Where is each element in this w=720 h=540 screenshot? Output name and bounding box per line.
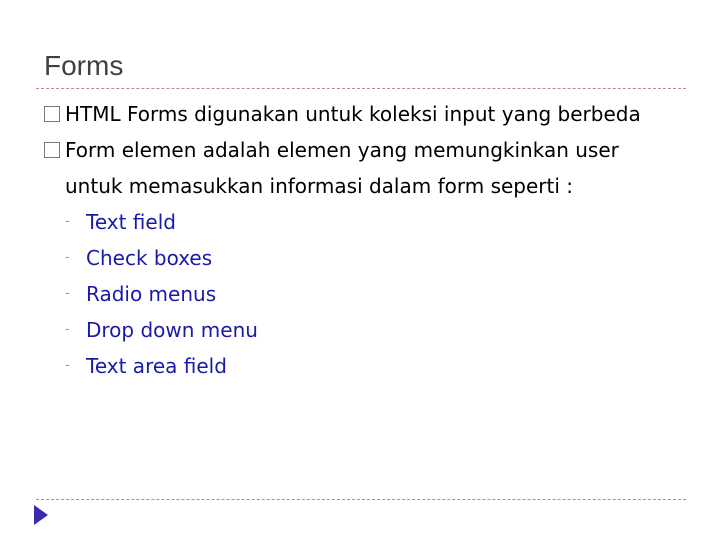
- dash-bullet-icon: -: [65, 322, 70, 337]
- dash-bullet-icon: -: [65, 250, 70, 265]
- play-arrow-icon: [34, 505, 48, 525]
- slide-title: Forms: [44, 50, 124, 81]
- dash-bullet-icon: -: [65, 286, 70, 301]
- bottom-divider: [36, 499, 686, 500]
- sub-item-text: Check boxes: [86, 246, 213, 270]
- sub-list-item: [65, 240, 704, 276]
- sub-list-item: [65, 348, 704, 384]
- sub-list-item: [65, 276, 704, 312]
- dash-bullet-icon: -: [65, 358, 70, 373]
- dash-bullet-icon: -: [65, 214, 70, 229]
- bullet-continuation: untuk memasukkan informasi dalam form seperti :: [65, 174, 574, 198]
- sub-item-text: Drop down menu: [86, 318, 258, 342]
- sub-item-text: Radio menus: [86, 282, 217, 306]
- sub-item-text: Text area field: [86, 354, 227, 378]
- square-bullet-icon: [44, 142, 60, 158]
- sub-list-item: [65, 204, 704, 240]
- sub-list: [44, 204, 704, 384]
- square-bullet-icon: [44, 106, 60, 122]
- bullet-text: Form elemen adalah elemen yang memungkinkan user: [65, 138, 619, 162]
- top-divider: [36, 88, 686, 89]
- bullet-text: HTML Forms digunakan untuk koleksi input yang berbeda: [65, 102, 641, 126]
- sub-list-item: [65, 312, 704, 348]
- sub-item-text: Text field: [86, 210, 176, 234]
- bullet-item: [44, 132, 704, 168]
- bullet-item: [44, 96, 704, 132]
- slide-content: [44, 96, 704, 384]
